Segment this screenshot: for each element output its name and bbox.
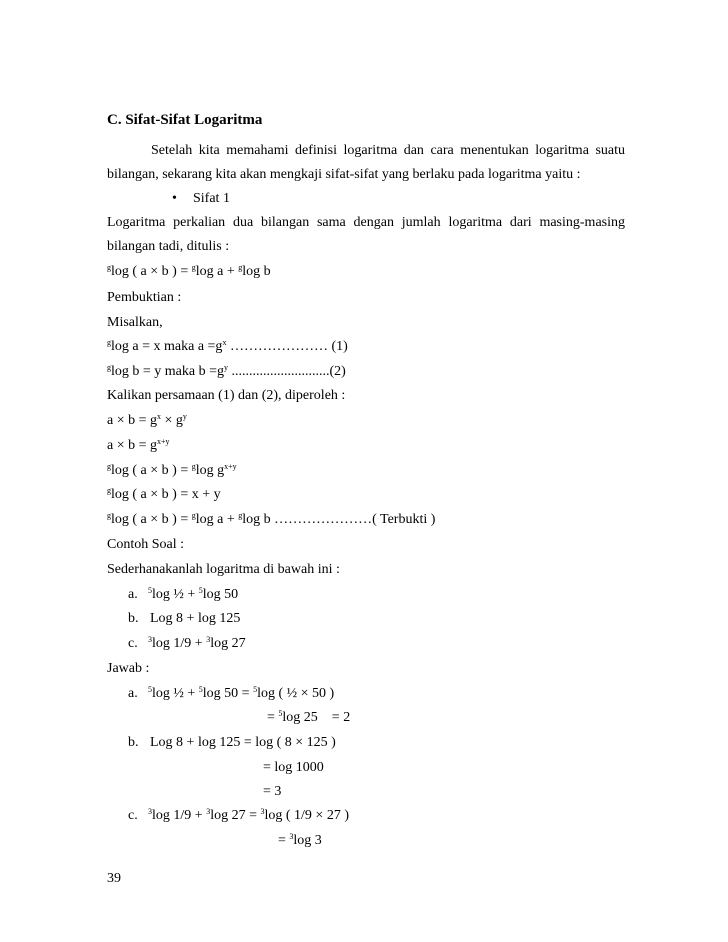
definition-line-2: bilangan tadi, ditulis : xyxy=(107,239,230,254)
definition-line-1: Logaritma perkalian dua bilangan sama dengan jumlah logaritma dari masing-masing xyxy=(107,215,625,230)
answer-b-label: b. xyxy=(128,735,139,750)
answer-b-line-3: = 3 xyxy=(263,784,282,799)
intro-line-1: Setelah kita memahami definisi logaritma dan cara menentukan logaritma suatu xyxy=(151,143,625,158)
formula-line: $^g$log ( a × b ) = $^g$log a + $^g$log b xyxy=(107,263,271,279)
problem-c-label: c. xyxy=(128,636,138,651)
answer-c-line-1: $^3$log 1/9 + $^3$log 27 = $^3$log ( 1/9 × 27 ) xyxy=(148,807,349,823)
bullet-icon: • xyxy=(172,191,177,206)
sederhanakan-line: Sederhanakanlah logaritma di bawah ini : xyxy=(107,562,340,577)
answer-c-line-2: = $^3$log 3 xyxy=(278,832,322,848)
answer-a-line-1: $^5$log ½ + $^5$log 50 = $^5$log ( ½ × 50 ) xyxy=(148,685,335,701)
problem-b-label: b. xyxy=(128,611,139,626)
answer-b-line-1: Log 8 + log 125 = log ( 8 × 125 ) xyxy=(150,735,336,750)
problem-b: Log 8 + log 125 xyxy=(150,611,241,626)
sifat-1-label: Sifat 1 xyxy=(193,191,230,206)
page-number: 39 xyxy=(107,871,121,886)
proof-step-5: $^g$log ( a × b ) = $^g$log $g^{x+y}$ xyxy=(107,462,237,478)
misalkan-label: Misalkan, xyxy=(107,315,163,330)
answer-c-label: c. xyxy=(128,808,138,823)
answer-a-line-2: = $^5$log 25 = 2 xyxy=(267,709,351,725)
problem-a: $^5$log ½ + $^5$log 50 xyxy=(148,586,239,602)
jawab-label: Jawab : xyxy=(107,661,150,676)
proof-step-1: $^g$log a = x maka $a =g^x$ ………………… (1) xyxy=(107,338,348,354)
proof-step-3: $a \times b = g^x \times g^y$ xyxy=(107,412,187,428)
proof-step-7: $^g$log ( a × b ) = $^g$log a + $^g$log b …………………( Terbukti ) xyxy=(107,511,436,527)
pembuktian-label: Pembuktian : xyxy=(107,290,182,305)
proof-step-2: $^g$log b = y maka $b =g^y$ ............................(2) xyxy=(107,363,346,379)
kalikan-line: Kalikan persamaan (1) dan (2), diperoleh : xyxy=(107,388,346,403)
answer-a-label: a. xyxy=(128,686,138,701)
proof-step-4: $a \times b = g^{x+y}$ xyxy=(107,437,170,453)
answer-b-line-2: = log 1000 xyxy=(263,760,324,775)
section-heading: C. Sifat-Sifat Logaritma xyxy=(107,112,263,128)
proof-step-6: $^g$log ( a × b ) = x + y xyxy=(107,486,221,502)
intro-line-2: bilangan, sekarang kita akan mengkaji sifat-sifat yang berlaku pada logaritma yaitu : xyxy=(107,167,581,182)
contoh-soal-label: Contoh Soal : xyxy=(107,537,185,552)
problem-c: $^3$log 1/9 + $^3$log 27 xyxy=(148,635,246,651)
problem-a-label: a. xyxy=(128,587,138,602)
